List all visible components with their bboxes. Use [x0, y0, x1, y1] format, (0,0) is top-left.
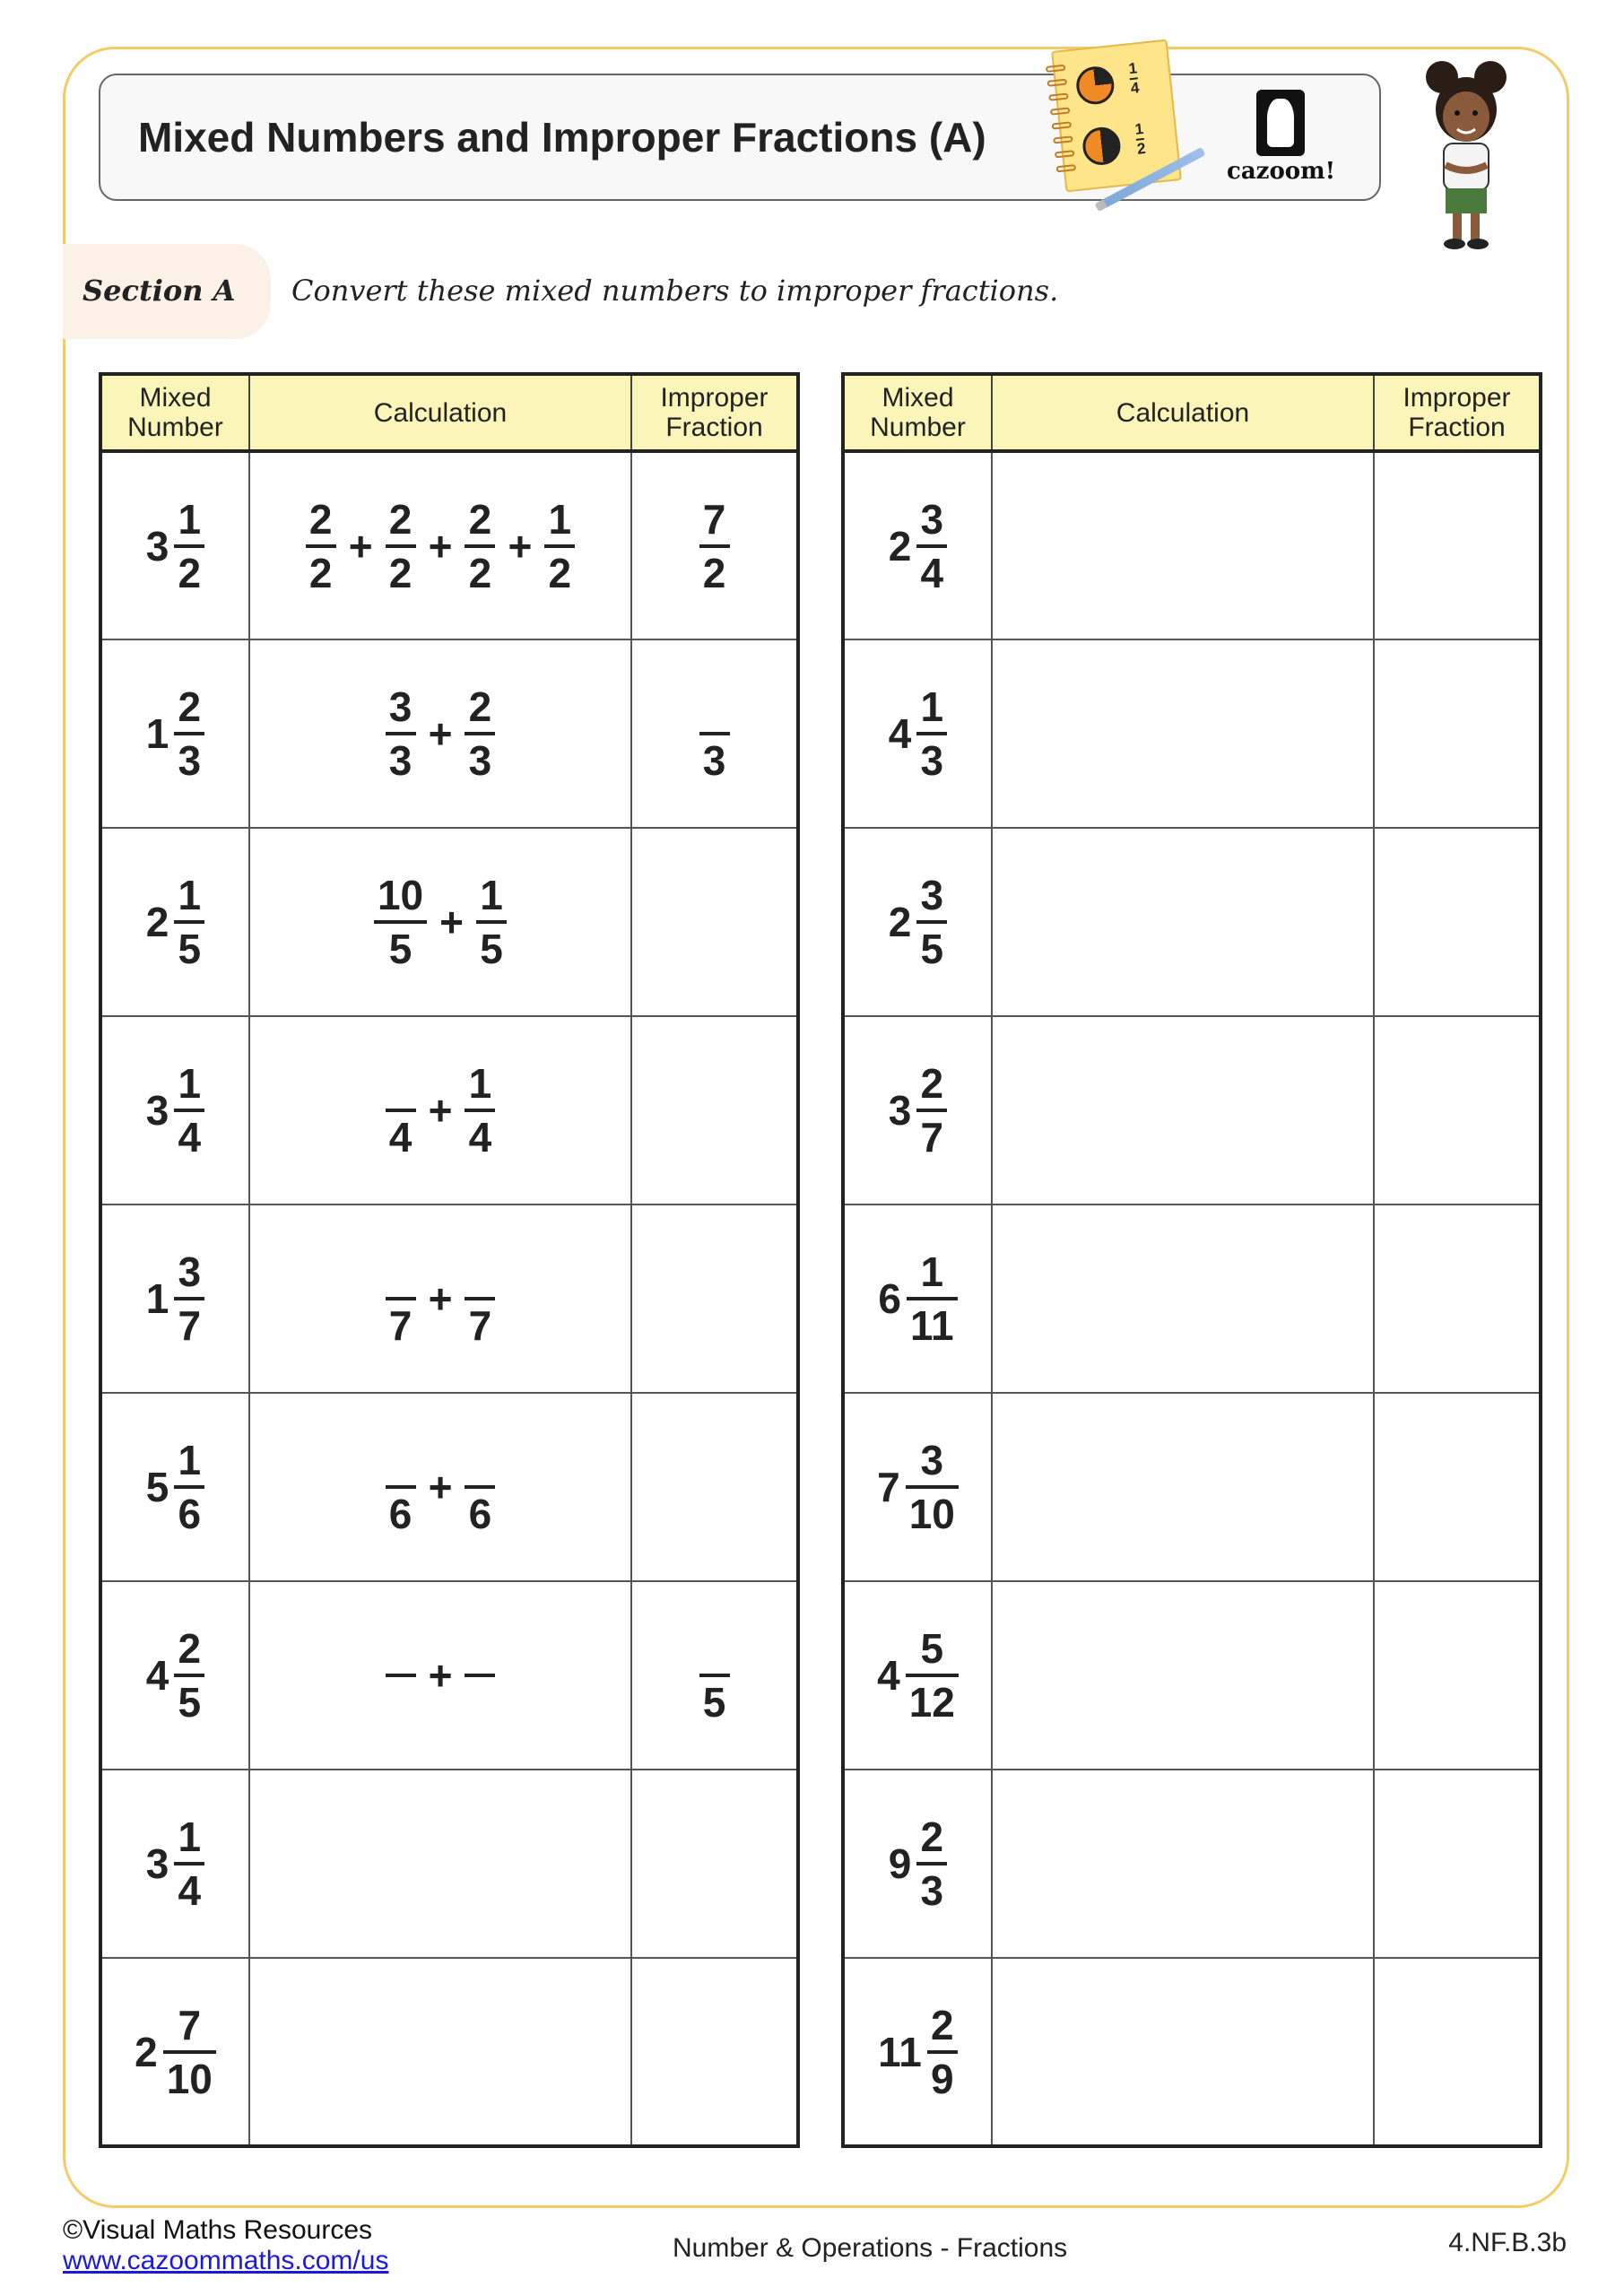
fraction-bar — [174, 544, 204, 548]
mixed-fraction — [916, 497, 947, 596]
calc-fraction — [386, 1249, 416, 1348]
calculation-cell[interactable] — [992, 451, 1374, 639]
calculation-cell[interactable] — [249, 451, 631, 639]
fraction-bar — [544, 544, 575, 548]
calculation-cell[interactable] — [992, 1581, 1374, 1770]
fraction-bar — [163, 2050, 216, 2054]
numerator: 2 — [920, 1813, 944, 1860]
calc-fraction — [465, 1438, 495, 1536]
numerator: 1 — [178, 1060, 202, 1107]
footer-website-link[interactable]: www.cazoommaths.com/us — [63, 2246, 389, 2275]
denominator: 7 — [468, 1302, 492, 1349]
improper-fraction-cell[interactable] — [1374, 828, 1541, 1016]
improper-fraction-cell[interactable] — [1374, 451, 1541, 639]
footer-topic: Number & Operations - Fractions — [673, 2233, 1068, 2263]
plus-sign: + — [348, 522, 373, 570]
table-row — [100, 1016, 798, 1205]
fraction-bar — [699, 1674, 730, 1677]
table-row — [843, 1205, 1541, 1393]
numerator: 1 — [920, 683, 944, 730]
denominator: 2 — [548, 549, 572, 596]
table-row — [843, 1393, 1541, 1581]
calculation-cell[interactable] — [992, 1770, 1374, 1958]
calc-fraction — [465, 497, 495, 596]
whole-number: 7 — [877, 1464, 900, 1510]
denominator — [397, 1680, 404, 1725]
half-circle-icon — [1081, 126, 1122, 167]
mixed-number-cell — [843, 828, 992, 1016]
fraction-bar — [174, 1485, 204, 1489]
mixed-fraction — [916, 873, 947, 971]
numerator: 7 — [178, 2001, 202, 2048]
mixed-number-cell — [100, 1770, 249, 1958]
numerator: 2 — [178, 1625, 202, 1672]
mixed-number-cell — [100, 828, 249, 1016]
mixed-number-cell — [100, 1016, 249, 1205]
mixed-fraction — [916, 1814, 947, 1913]
fraction-bar — [906, 1485, 959, 1489]
answer-fraction — [699, 497, 730, 596]
table-row — [843, 1016, 1541, 1205]
calc-fraction — [465, 1249, 495, 1348]
mixed-number — [146, 684, 205, 783]
numerator: 1 — [480, 872, 503, 918]
calculation-cell[interactable] — [992, 1393, 1374, 1581]
calculation-cell[interactable] — [992, 639, 1374, 828]
improper-fraction-cell[interactable] — [631, 828, 798, 1016]
mixed-fraction — [174, 684, 204, 783]
calculation-cell[interactable] — [249, 1016, 631, 1205]
numerator: 2 — [468, 495, 492, 543]
mixed-number-cell — [100, 1205, 249, 1393]
fraction-bar — [465, 1297, 495, 1300]
mixed-fraction — [174, 873, 204, 971]
header-calculation: Calculation — [992, 374, 1374, 451]
numerator: 2 — [388, 495, 413, 543]
denominator: 5 — [178, 926, 202, 972]
plus-sign: + — [428, 1652, 453, 1699]
denominator: 6 — [468, 1491, 492, 1537]
fraction-bar — [465, 1674, 495, 1677]
calculation-cell[interactable] — [249, 1958, 631, 2146]
numerator — [397, 1626, 404, 1671]
fraction-bar — [174, 1862, 204, 1866]
improper-fraction-cell[interactable] — [631, 1205, 798, 1393]
numerator: 2 — [931, 2001, 954, 2048]
numerator: 3 — [920, 872, 944, 918]
numerator: 3 — [920, 1437, 944, 1483]
mixed-number — [146, 1626, 205, 1725]
notebook-fraction-quarter: 1 4 — [1127, 59, 1141, 98]
fraction-bar — [174, 1674, 204, 1677]
mixed-number — [889, 1061, 948, 1160]
mixed-fraction — [174, 1061, 204, 1160]
calc-fraction — [386, 1626, 416, 1725]
numerator: 3 — [920, 495, 944, 543]
header-calculation: Calculation — [249, 374, 631, 451]
fraction-bar — [465, 1485, 495, 1489]
footer-copyright: ©Visual Maths Resources — [63, 2215, 373, 2245]
mixed-number — [889, 497, 948, 596]
mixed-number-cell — [843, 1958, 992, 2146]
calc-fraction — [544, 497, 575, 596]
denominator: 5 — [920, 926, 944, 972]
calculation-expression — [374, 873, 507, 971]
calculation-cell[interactable] — [992, 1958, 1374, 2146]
plus-sign: + — [508, 522, 533, 570]
mixed-fraction — [906, 1626, 959, 1725]
improper-fraction-cell[interactable] — [1374, 639, 1541, 828]
mixed-number — [146, 873, 205, 971]
plus-sign: + — [428, 522, 453, 570]
numerator — [397, 1438, 404, 1483]
notebook-fraction-half: 1 2 — [1133, 119, 1147, 158]
calculation-cell[interactable] — [992, 828, 1374, 1016]
numerator: 3 — [388, 683, 413, 730]
denominator: 10 — [166, 2055, 213, 2102]
improper-fraction-cell[interactable] — [631, 1581, 798, 1770]
calculation-expression — [386, 684, 496, 783]
denominator: 9 — [931, 2055, 954, 2102]
numerator: 1 — [178, 1813, 202, 1860]
denominator: 4 — [468, 1114, 492, 1161]
fraction-bar — [476, 920, 507, 924]
numerator: 7 — [702, 495, 726, 543]
denominator: 7 — [388, 1302, 413, 1349]
fraction-bar — [386, 1297, 416, 1300]
fraction-bar — [907, 1297, 958, 1300]
mixed-number-cell — [100, 1393, 249, 1581]
fraction-bar — [699, 544, 730, 548]
mixed-fraction — [174, 1438, 204, 1536]
denominator: 3 — [920, 1867, 944, 1914]
mixed-fraction — [174, 1626, 204, 1725]
fraction-bar — [465, 732, 495, 735]
table-row — [100, 1770, 798, 1958]
fraction-bar — [374, 920, 427, 924]
whole-number: 2 — [888, 522, 912, 570]
denominator: 7 — [178, 1302, 202, 1349]
calc-fraction — [386, 1061, 416, 1160]
numerator: 5 — [920, 1625, 944, 1672]
answer-fraction — [699, 684, 730, 783]
numerator — [397, 1061, 404, 1106]
improper-fraction-cell[interactable] — [631, 639, 798, 828]
whole-number: 2 — [135, 2028, 158, 2075]
mixed-fraction — [163, 2003, 216, 2101]
calculation-expression — [306, 497, 576, 596]
mixed-number — [146, 1061, 205, 1160]
mixed-fraction — [906, 1438, 959, 1536]
calc-fraction — [306, 497, 336, 596]
mixed-number-cell — [843, 1016, 992, 1205]
fraction-bar — [386, 1109, 416, 1112]
whole-number: 3 — [145, 1087, 169, 1134]
denominator: 2 — [388, 549, 413, 596]
denominator: 10 — [908, 1491, 955, 1537]
plus-sign: + — [428, 710, 453, 757]
denominator: 5 — [702, 1679, 726, 1726]
calc-fraction — [465, 684, 495, 783]
calc-fraction — [465, 1626, 495, 1725]
fraction-bar — [386, 1674, 416, 1677]
table-row — [100, 1581, 798, 1770]
mixed-number-cell — [843, 1581, 992, 1770]
mixed-number — [146, 1249, 205, 1348]
denominator: 4 — [178, 1114, 202, 1161]
fraction-bar — [386, 732, 416, 735]
mixed-number-cell — [843, 639, 992, 828]
logo-mark-icon — [1256, 90, 1305, 156]
numerator — [476, 1438, 483, 1483]
fraction-bar — [465, 1109, 495, 1112]
footer-standard-code: 4.NF.B.3b — [1448, 2228, 1567, 2257]
denominator — [476, 1680, 483, 1725]
whole-number: 1 — [145, 710, 169, 757]
fraction-bar — [174, 1297, 204, 1300]
header-mixed-number: Mixed Number — [843, 374, 992, 451]
numerator: 1 — [178, 1437, 202, 1483]
mixed-number-cell — [843, 1393, 992, 1581]
calculation-cell[interactable] — [249, 1770, 631, 1958]
calc-fraction — [386, 684, 416, 783]
plus-sign: + — [428, 1087, 453, 1134]
whole-number: 4 — [888, 710, 912, 757]
calculation-cell[interactable] — [249, 1393, 631, 1581]
numerator — [711, 1626, 718, 1671]
improper-fraction-cell[interactable] — [1374, 1016, 1541, 1205]
fraction-bar — [174, 732, 204, 735]
fraction-bar — [306, 544, 336, 548]
mixed-number — [889, 873, 948, 971]
calc-fraction — [374, 873, 427, 971]
improper-fraction-cell[interactable] — [631, 1770, 798, 1958]
plus-sign: + — [428, 1275, 453, 1322]
numerator: 1 — [178, 495, 202, 543]
numerator: 2 — [308, 495, 333, 543]
fraction-bar — [386, 544, 416, 548]
denominator: 2 — [308, 549, 333, 596]
calculation-cell[interactable] — [249, 1205, 631, 1393]
whole-number: 4 — [145, 1652, 169, 1699]
table-row — [100, 828, 798, 1016]
whole-number: 5 — [145, 1464, 169, 1510]
denominator: 7 — [920, 1114, 944, 1161]
denominator: 4 — [388, 1114, 413, 1161]
denominator: 3 — [388, 737, 413, 784]
mixed-number — [878, 2003, 958, 2101]
calculation-expression — [386, 1249, 496, 1348]
calculation-cell[interactable] — [249, 1581, 631, 1770]
table-row — [843, 639, 1541, 828]
calculation-expression — [386, 1626, 496, 1725]
fraction-bar — [916, 544, 947, 548]
improper-fraction-cell[interactable] — [631, 451, 798, 639]
calculation-expression — [386, 1438, 496, 1536]
mixed-number — [877, 1438, 959, 1536]
numerator — [397, 1249, 404, 1294]
mixed-number-cell — [843, 1205, 992, 1393]
table-row — [100, 451, 798, 639]
calculation-expression — [386, 1061, 496, 1160]
section-label: Section A — [83, 274, 236, 308]
header-mixed-number: Mixed Number — [100, 374, 249, 451]
numerator: 2 — [178, 683, 202, 730]
fraction-bar — [927, 2050, 958, 2054]
mixed-number — [889, 684, 948, 783]
fraction-bar — [906, 1674, 959, 1677]
numerator — [476, 1249, 483, 1294]
mixed-number-cell — [843, 451, 992, 639]
table-row — [843, 1581, 1541, 1770]
numerator: 1 — [548, 495, 572, 543]
calc-fraction — [386, 497, 416, 596]
denominator: 3 — [178, 737, 202, 784]
fraction-bar — [916, 1862, 947, 1866]
fraction-bar — [465, 544, 495, 548]
table-row — [843, 1958, 1541, 2146]
whole-number: 3 — [145, 1840, 169, 1887]
denominator: 5 — [480, 926, 503, 972]
whole-number: 9 — [888, 1840, 912, 1887]
denominator: 2 — [702, 549, 726, 596]
denominator: 6 — [178, 1491, 202, 1537]
fraction-bar — [386, 1485, 416, 1489]
mixed-number-cell — [100, 451, 249, 639]
mixed-fraction — [174, 497, 204, 596]
denominator: 11 — [909, 1302, 954, 1349]
calc-fraction — [476, 873, 507, 971]
answer-fraction — [699, 1626, 730, 1725]
denominator: 5 — [178, 1679, 202, 1726]
numerator — [476, 1626, 483, 1671]
denominator: 12 — [908, 1679, 955, 1726]
numerator: 2 — [468, 683, 492, 730]
numerator: 3 — [178, 1248, 202, 1295]
whole-number: 3 — [888, 1087, 912, 1134]
whole-number: 1 — [145, 1275, 169, 1322]
plus-sign: + — [439, 899, 465, 945]
improper-fraction-cell[interactable] — [631, 1016, 798, 1205]
calc-fraction — [386, 1438, 416, 1536]
quarter-circle-icon — [1074, 65, 1116, 106]
table-row — [843, 828, 1541, 1016]
improper-fraction-cell[interactable] — [1374, 1205, 1541, 1393]
improper-fraction-cell[interactable] — [631, 1958, 798, 2146]
numerator: 1 — [468, 1060, 492, 1107]
left-worksheet-table — [99, 372, 800, 2148]
denominator: 5 — [388, 926, 413, 972]
table-row — [100, 1205, 798, 1393]
improper-fraction-cell[interactable] — [1374, 1958, 1541, 2146]
calculation-cell[interactable] — [992, 1205, 1374, 1393]
mixed-number — [146, 1814, 205, 1913]
header-improper-fraction: Improper Fraction — [1374, 374, 1541, 451]
section-instruction: Convert these mixed numbers to improper fractions. — [291, 274, 1059, 308]
numerator: 2 — [920, 1060, 944, 1107]
mixed-fraction — [916, 684, 947, 783]
denominator: 3 — [702, 737, 726, 784]
table-row — [100, 1958, 798, 2146]
mixed-number — [878, 1249, 957, 1348]
mixed-fraction — [927, 2003, 958, 2101]
improper-fraction-cell[interactable] — [631, 1393, 798, 1581]
whole-number: 4 — [877, 1652, 900, 1699]
calculation-cell[interactable] — [249, 639, 631, 828]
mixed-number-cell — [100, 1581, 249, 1770]
mixed-fraction — [907, 1249, 958, 1348]
whole-number: 3 — [145, 522, 169, 570]
denominator: 2 — [468, 549, 492, 596]
mixed-number — [146, 1438, 205, 1536]
denominator: 4 — [920, 549, 944, 596]
fraction-bar — [916, 732, 947, 735]
mixed-number-cell — [843, 1770, 992, 1958]
student-character-illustration — [1408, 57, 1524, 255]
table-row — [843, 451, 1541, 639]
mixed-number — [877, 1626, 959, 1725]
table-row — [100, 1393, 798, 1581]
numerator — [711, 684, 718, 729]
fraction-bar — [174, 1109, 204, 1112]
header-improper-fraction: Improper Fraction — [631, 374, 798, 451]
numerator: 1 — [178, 872, 202, 918]
denominator: 6 — [388, 1491, 413, 1537]
right-worksheet-table — [841, 372, 1542, 2148]
improper-fraction-cell[interactable] — [1374, 1581, 1541, 1770]
numerator: 1 — [920, 1248, 944, 1295]
calculation-cell[interactable] — [992, 1016, 1374, 1205]
calculation-cell[interactable] — [249, 828, 631, 1016]
whole-number: 2 — [145, 899, 169, 945]
mixed-number — [146, 497, 205, 596]
fraction-bar — [916, 1109, 947, 1112]
mixed-fraction — [916, 1061, 947, 1160]
improper-fraction-cell[interactable] — [1374, 1393, 1541, 1581]
fraction-bar — [699, 732, 730, 735]
numerator: 10 — [377, 872, 424, 918]
mixed-number — [135, 2003, 216, 2101]
worksheet-title: Mixed Numbers and Improper Fractions (A) — [138, 114, 986, 161]
mixed-fraction — [174, 1249, 204, 1348]
denominator: 4 — [178, 1867, 202, 1914]
mixed-number-cell — [100, 1958, 249, 2146]
denominator: 2 — [178, 549, 202, 596]
denominator: 3 — [468, 737, 492, 784]
mixed-number — [889, 1814, 948, 1913]
plus-sign: + — [428, 1464, 453, 1510]
denominator: 3 — [920, 737, 944, 784]
fraction-bar — [916, 920, 947, 924]
whole-number: 11 — [878, 2028, 922, 2075]
table-row — [100, 639, 798, 828]
cazoom-logo: cazoom! — [1227, 90, 1334, 188]
fraction-bar — [174, 920, 204, 924]
improper-fraction-cell[interactable] — [1374, 1770, 1541, 1958]
calc-fraction — [465, 1061, 495, 1160]
whole-number: 2 — [888, 899, 912, 945]
whole-number: 6 — [878, 1275, 901, 1322]
table-row — [843, 1770, 1541, 1958]
mixed-number-cell — [100, 639, 249, 828]
mixed-fraction — [174, 1814, 204, 1913]
